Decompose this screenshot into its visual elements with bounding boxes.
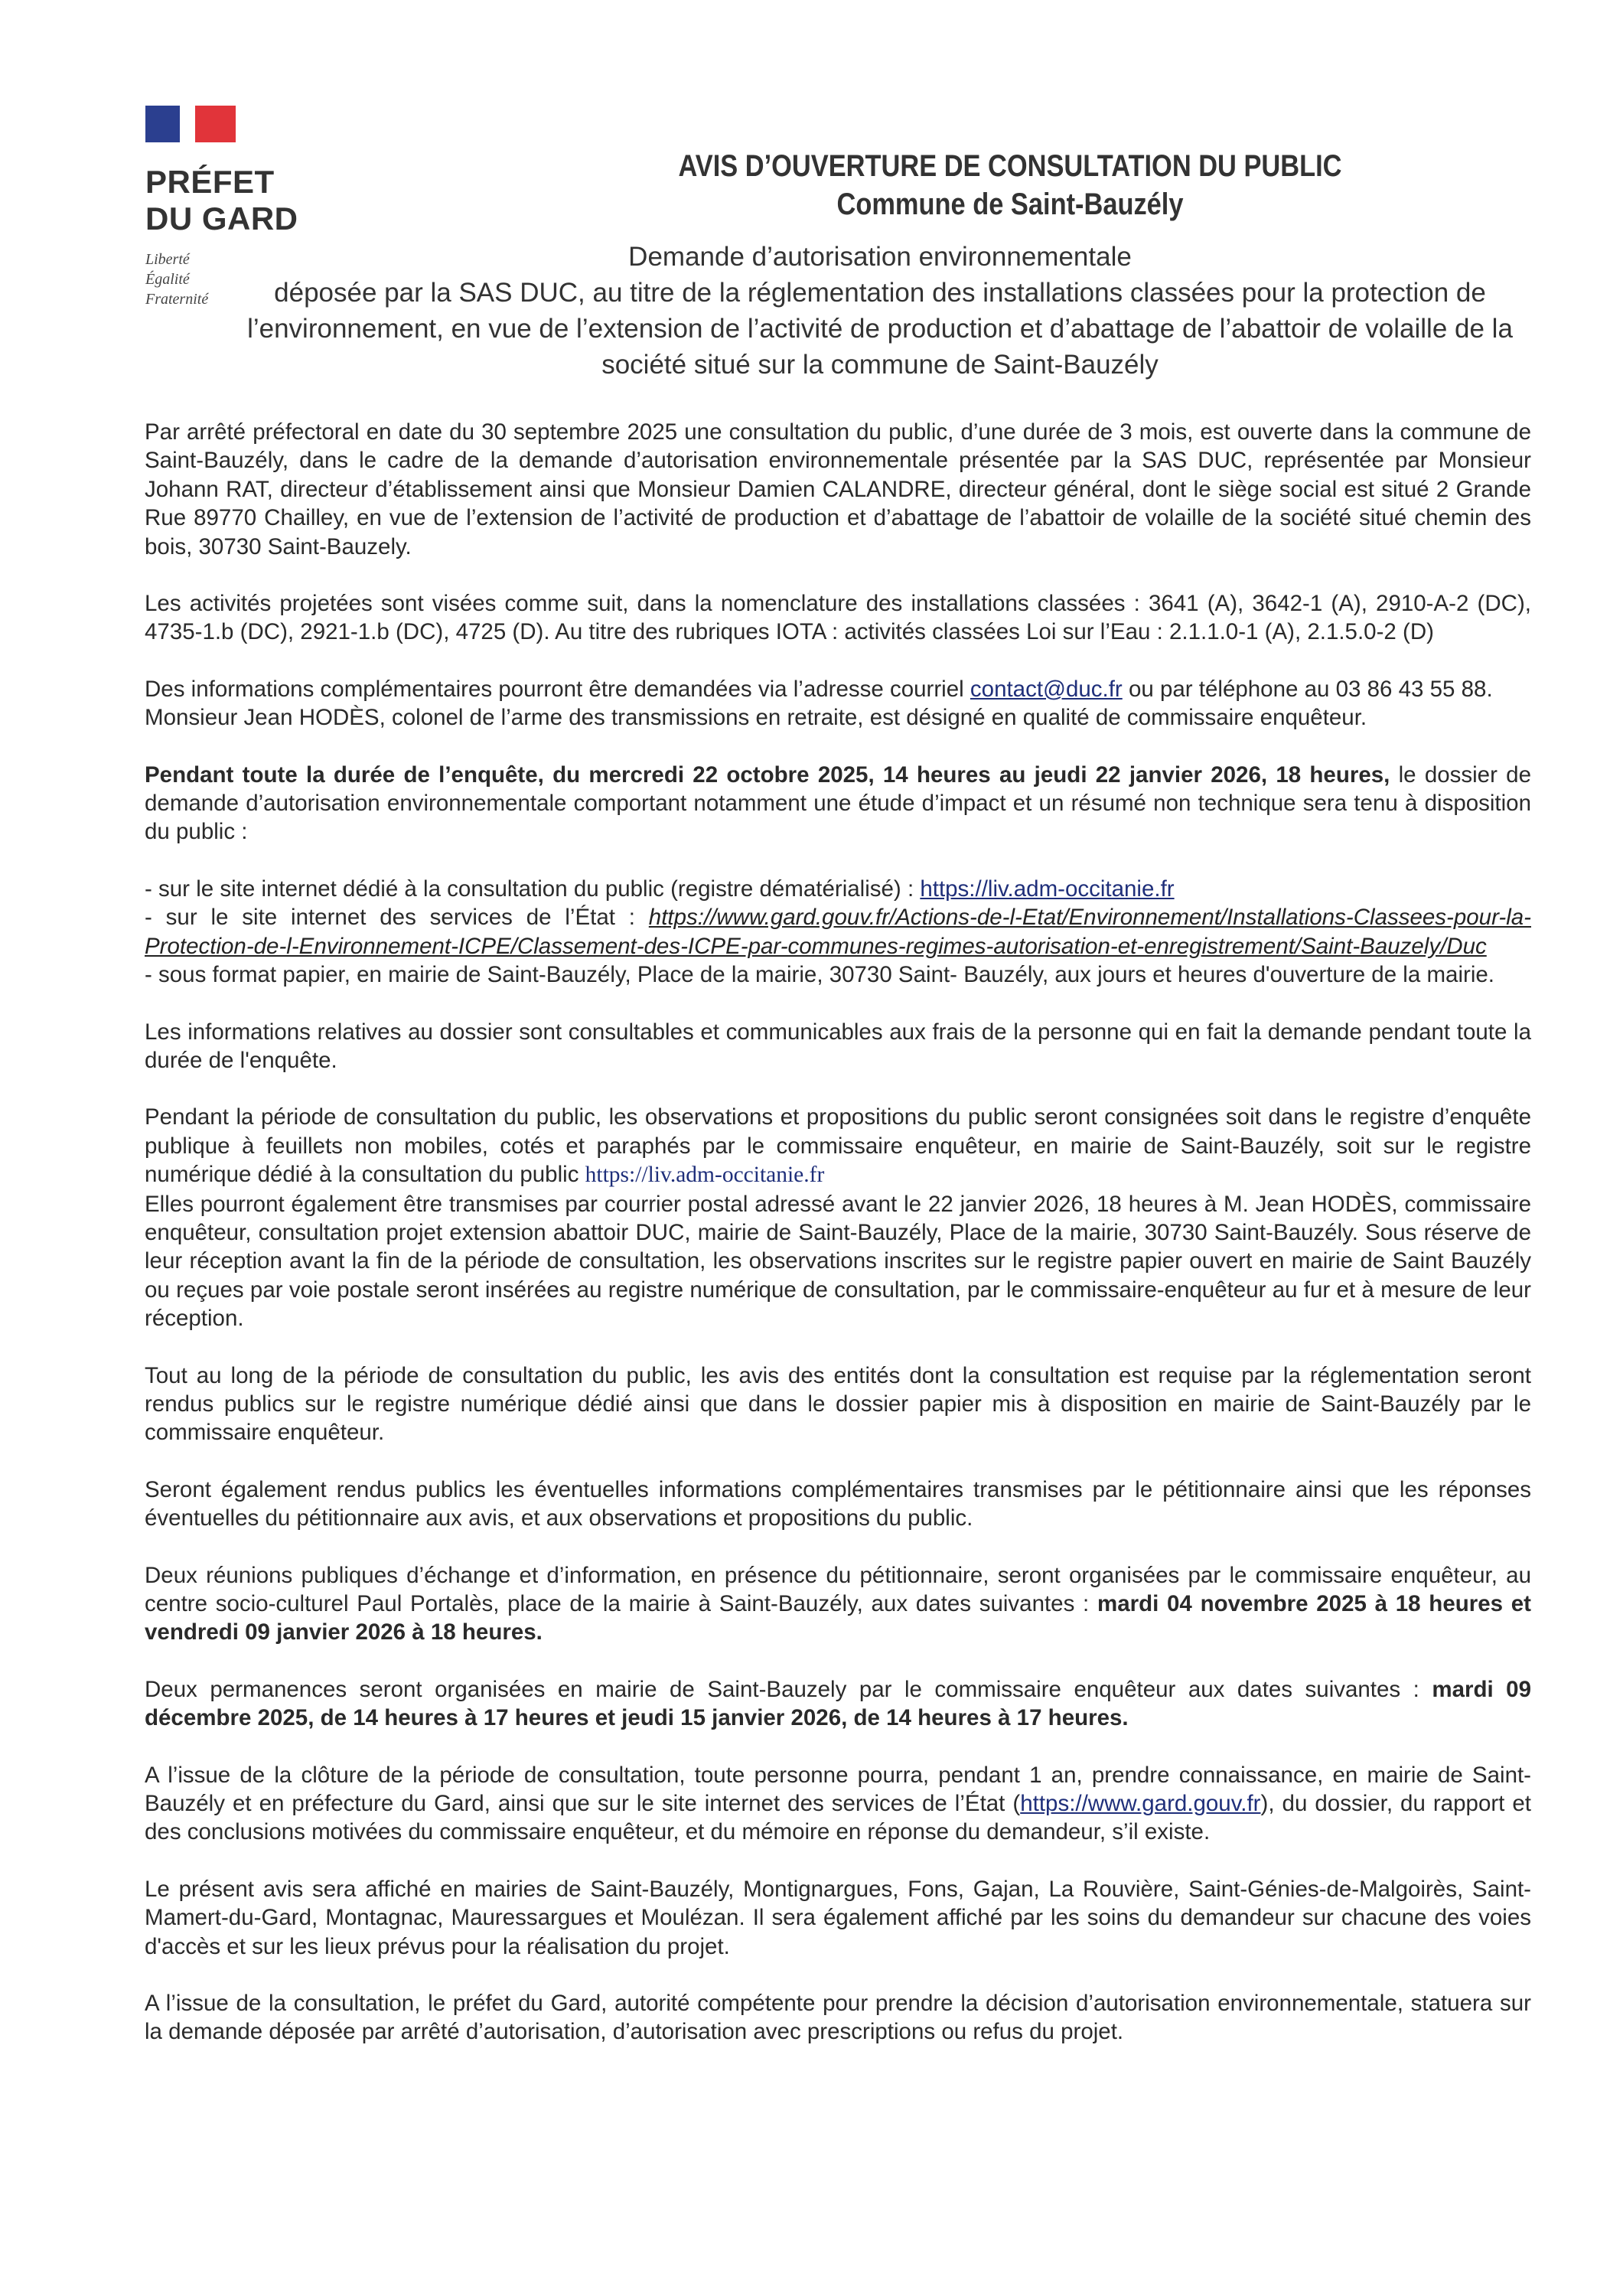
paragraph [145,703,1531,732]
url-link[interactable]: https://www.gard.gouv.fr/Actions-de-l-Etat/Environnement/Installations-Classees-pour-la-Protection-de-l-Environnement-ICPE/Classement-des-ICPE-par-communes-regimes-autorisation-et-enregistrement/Saint-Bauzely/Duc [145,905,1531,959]
text: Tout au long de la période de consultation du public, les avis des entités dont la consultation est requise par la réglementation seront rendus publics sur le registre numérique dédié ainsi que dans le dossier papier mis à disposition en mairie de Saint-Bauzély par le commissaire enquêteur. [145,1362,1531,1446]
paragraph [145,675,1531,703]
text: Elles pourront également être transmises par courrier postal adressé avant le 22 janvier 2026, 18 heures à M. Jean HODÈS, commissaire enquêteur, consultation projet extension abattoir DUC, mairie de Saint-Bauzély, Place de la mairie, 30730 Saint-Bauzély. Sous réserve de leur réception avant la fin de la période de consultation, les observations inscrites sur le registre papier ouvert en mairie de Saint Bauzély ou reçues par voie postale seront insérées au registre numérique de consultation, par le commissaire-enquêteur au fur et à mesure de leur réception. [145,1191,1531,1332]
text: Seront également rendus publics les éventuelles informations complémentaires transmises par le pétitionnaire ainsi que les réponses éventuelles du pétitionnaire aux avis, et aux observations et propositions du public. [145,1476,1531,1531]
bold-text: mardi 09 décembre 2025, de 14 heures à 17 heures et jeudi 15 janvier 2026, de 14 heures à 17 heures. [145,1676,1531,1731]
motto-egalite: Égalité [145,271,190,288]
document-title [429,147,1592,223]
paragraph [145,875,1531,903]
paragraph [145,1476,1531,1533]
paragraph [145,1675,1531,1733]
text: Des informations complémentaires pourront être demandées via l’adresse courriel [145,676,970,702]
paragraph [145,1761,1531,1847]
text: ou par téléphone au 03 86 43 55 88. [1122,676,1493,702]
text: - sous format papier, en mairie de Saint-Bauzély, Place de la mairie, 30730 Saint- Bauzély, aux jours et heures d'ouverture de la mairie. [145,962,1494,988]
text: A l’issue de la consultation, le préfet du Gard, autorité compétente pour prendre la décision d’autorisation environnementale, statuera sur la demande déposée par arrêté d’autorisation, d’autorisation avec prescriptions ou refus du projet. [145,1991,1531,2045]
paragraph [145,903,1531,960]
logo-prefet-gard [145,164,344,237]
url-link[interactable]: https://www.gard.gouv.fr [1020,1791,1261,1817]
motto-fraternite: Fraternité [145,291,209,308]
text: ), du dossier, du rapport et des conclusions motivées du commissaire enquêteur, et du mémoire en réponse du demandeur, s’il existe. [145,1791,1531,1845]
bold-text: mardi 04 novembre 2025 à 18 heures et vendredi 09 janvier 2026 à 18 heures. [145,1591,1531,1645]
paragraph [145,1362,1531,1447]
text: - sur le site internet dédié à la consultation du public (registre dématérialisé) : [145,876,921,902]
title-main: AVIS D’OUVERTURE DE CONSULTATION DU PUBLIC [678,149,1342,183]
text: A l’issue de la clôture de la période de consultation, toute personne pourra, pendant 1 an, prendre connaissance, en mairie de Saint-Bauzély et en préfecture du Gard, ainsi que sur le site internet des services de l’État ( [145,1762,1531,1817]
paragraph [145,1561,1531,1647]
notice-body [145,418,1531,2075]
title-commune: Commune de Saint-Bauzély [836,188,1184,221]
bold-text: Pendant toute la durée de l’enquête, du mercredi 22 octobre 2025, 14 heures au jeudi 22 janvier 2026, 18 heures, [145,762,1390,788]
motto-liberte: Liberté [145,251,190,268]
paragraph [145,1989,1531,2047]
object-line-2: déposée par la SAS DUC, au titre de la réglementation des installations classées pour la protection de l’environnement, en vue de l’extension de l’activité de production et d’abattage de l’abattoir de volaille de la société situé sur la commune de Saint-Bauzély [247,278,1513,380]
object-line-1: Demande d’autorisation environnementale [628,242,1132,272]
text: - sur le site internet des services de l’État : [145,905,649,931]
email-link[interactable]: contact@duc.fr [970,676,1123,702]
paragraph [145,960,1531,989]
paragraph [145,589,1531,647]
marianne-flag-icon [145,106,236,142]
paragraph [145,1190,1531,1333]
url-link[interactable]: https://liv.adm-occitanie.fr [585,1163,825,1188]
paragraph [145,1103,1531,1189]
text: Les informations relatives au dossier sont consultables et communicables aux frais de la personne qui en fait la demande pendant toute la durée de l'enquête. [145,1019,1531,1073]
paragraph [145,1875,1531,1961]
object-heading [230,239,1530,383]
text: Deux réunions publiques d’échange et d’information, en présence du pétitionnaire, seront organisées par le commissaire enquêteur, au centre socio-culturel Paul Portalès, place de la mairie à Saint-Bauzély, aux dates suivantes : [145,1562,1531,1616]
text: Monsieur Jean HODÈS, colonel de l’arme des transmissions en retraite, est désigné en qualité de commissaire enquêteur. [145,705,1367,731]
text: Par arrêté préfectoral en date du 30 septembre 2025 une consultation du public, d’une durée de 3 mois, est ouverte dans la commune de Saint-Bauzély, dans le cadre de la demande d’autorisation environnementale présentée par la SAS DUC, représentée par Monsieur Johann RAT, directeur d’établissement ainsi que Monsieur Damien CALANDRE, directeur général, dont le siège social est situé 2 Grande Rue 89770 Chailley, en vue de l’extension de l’activité de production et d’abattage de l’abattoir de volaille de la société situé chemin des bois, 30730 Saint-Bauzely. [145,419,1531,559]
logo-line-1: PRÉFET [145,164,275,200]
paragraph [145,1018,1531,1075]
text: Pendant la période de consultation du public, les observations et propositions du public seront consignées soit dans le registre d’enquête publique à feuillets non mobiles, cotés et paraphés par le commissaire enquêteur, en mairie de Saint-Bauzély, soit sur le registre numérique dédié à la consultation du public [145,1104,1531,1188]
text: le dossier de demande d’autorisation environnementale comportant notamment une étude d’impact et un résumé non technique sera tenu à disposition du public : [145,762,1531,845]
url-link[interactable]: https://liv.adm-occitanie.fr [920,876,1175,902]
paragraph [145,418,1531,561]
paragraph [145,761,1531,846]
logo-line-2: DU GARD [145,201,298,236]
text: Les activités projetées sont visées comme suit, dans la nomenclature des installations classées : 3641 (A), 3642-1 (A), 2910-A-2 (DC), 4735-1.b (DC), 2921-1.b (DC), 4725 (D). Au titre des rubriques IOTA : activités classées Loi sur l’Eau : 2.1.1.0-1 (A), 2.1.5.0-2 (D) [145,591,1531,645]
text: Le présent avis sera affiché en mairies de Saint-Bauzély, Montignargues, Fons, Gajan, La Rouvière, Saint-Génies-de-Malgoirès, Saint-Mamert-du-Gard, Montagnac, Mauressargues et Moulézan. Il sera également affiché par les soins du demandeur sur chacune des voies d'accès et sur les lieux prévus pour la réalisation du projet. [145,1876,1531,1959]
text: Deux permanences seront organisées en mairie de Saint-Bauzely par le commissaire enquêteur aux dates suivantes : [145,1676,1432,1702]
